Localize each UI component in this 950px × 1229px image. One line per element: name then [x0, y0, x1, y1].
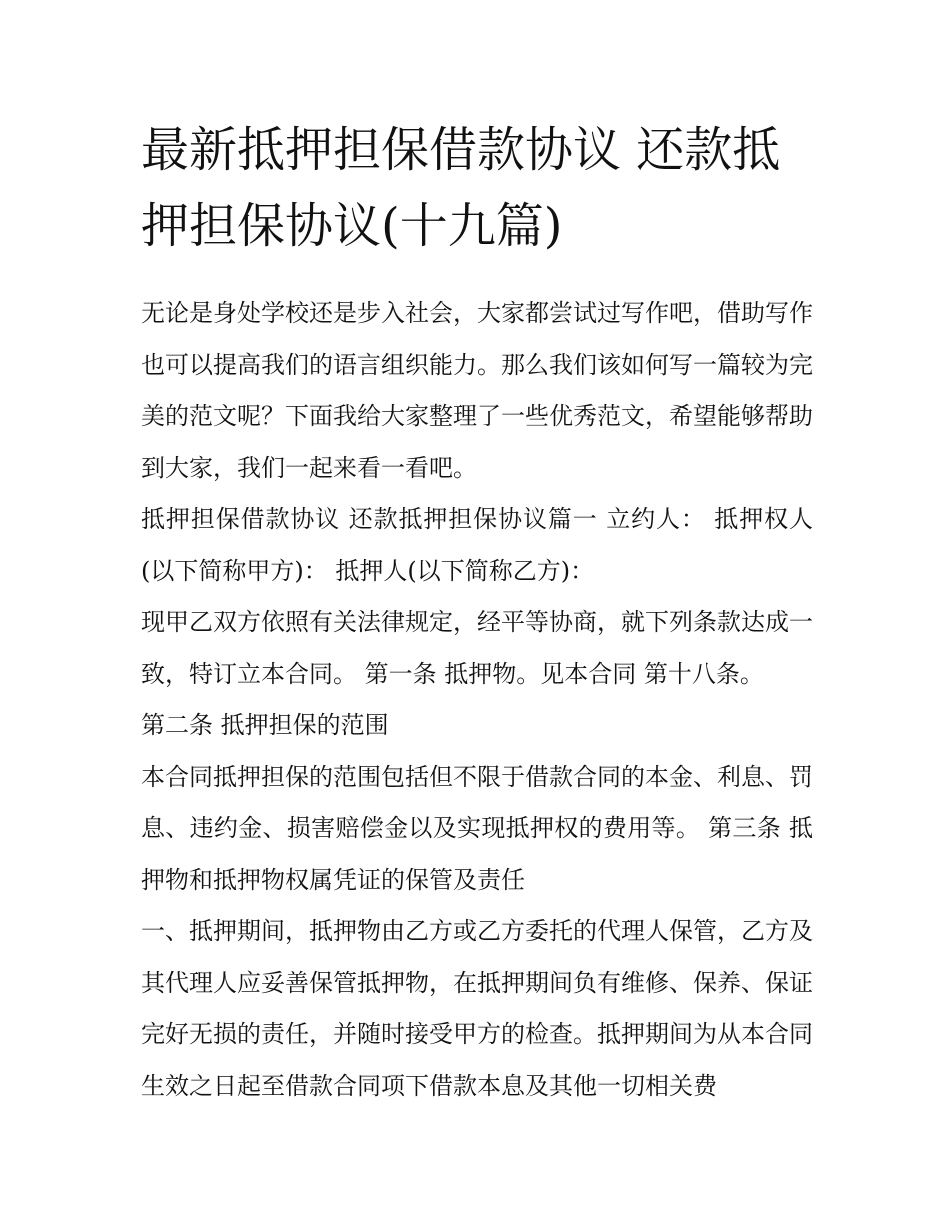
- document-title: 最新抵押担保借款协议 还款抵押担保协议(十九篇): [141, 122, 781, 254]
- custody-paragraph: 一、抵押期间，抵押物由乙方或乙方委托的代理人保管，乙方及其代理人应妥善保管抵押物，在抵押期间负有维修、保养、保证完好无损的责任，并随时接受甲方的检查。抵押期间为从本合同生效之日起至借款合同项下借款本息及其他一切相关费: [141, 917, 813, 1100]
- parties-paragraph: 抵押担保借款协议 还款抵押担保协议篇一 立约人： 抵押权人(以下简称甲方)： 抵押人(以下简称乙方)：: [141, 505, 813, 585]
- document-body: [141, 112, 813, 1112]
- article-two-heading: 第二条 抵押担保的范围: [141, 711, 389, 739]
- title-spacing: [141, 264, 813, 288]
- intro-paragraph: 无论是身处学校还是步入社会，大家都尝试过写作吧，借助写作也可以提高我们的语言组织能力。那么我们该如何写一篇较为完美的范文呢？下面我给大家整理了一些优秀范文，希望能够帮助到大家，我们一起来看一看吧。: [141, 299, 813, 482]
- agreement-paragraph: 现甲乙双方依照有关法律规定，经平等协商，就下列条款达成一致，特订立本合同。 第一条 抵押物。见本合同 第十八条。: [141, 608, 813, 688]
- scope-paragraph: 本合同抵押担保的范围包括但不限于借款合同的本金、利息、罚息、违约金、损害赔偿金以及实现抵押权的费用等。 第三条 抵押物和抵押物权属凭证的保管及责任: [141, 762, 813, 894]
